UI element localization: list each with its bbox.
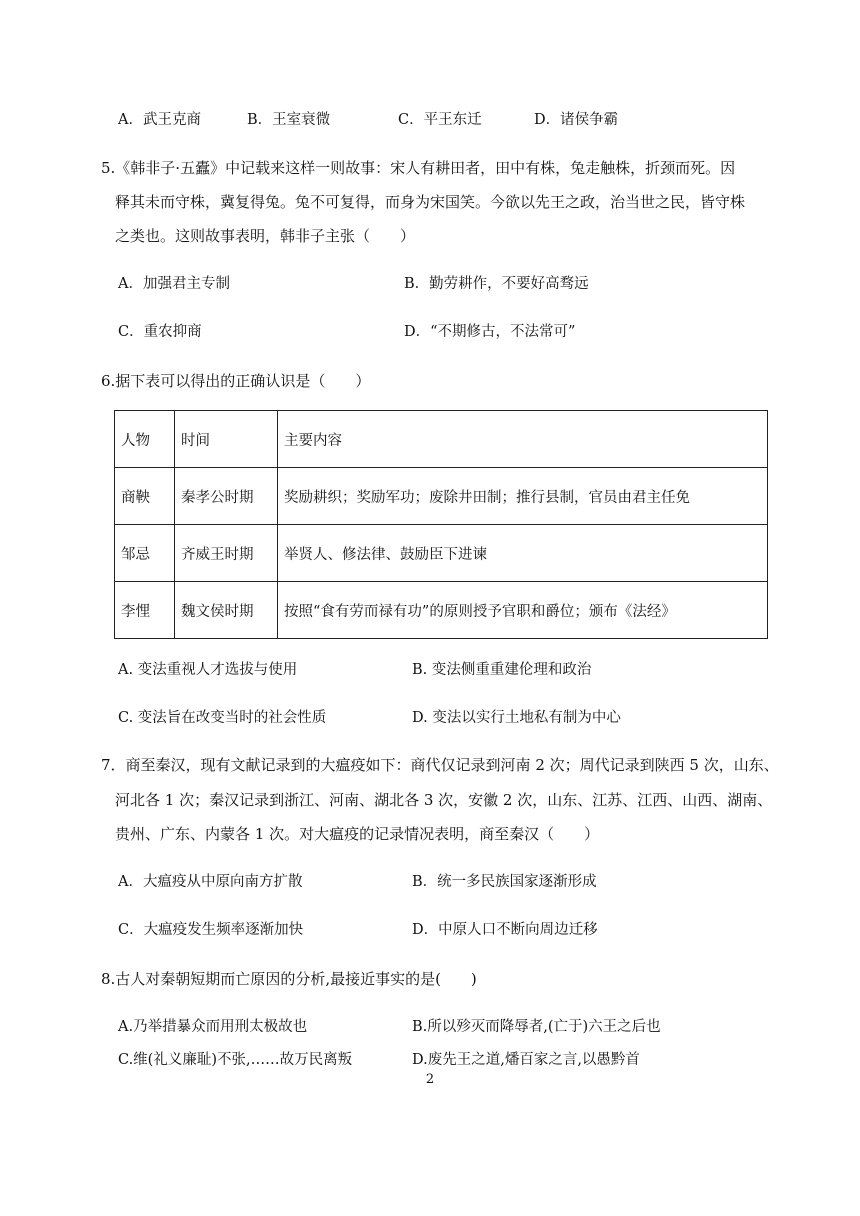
table-cell: 按照“食有劳而禄有功”的原则授予官职和爵位；颁布《法经》 bbox=[278, 582, 768, 639]
q8-stem: 8.古人对秦朝短期而亡原因的分析,最接近事实的是( ) bbox=[101, 970, 477, 988]
table-cell: 举贤人、修法律、鼓励臣下进谏 bbox=[278, 525, 768, 582]
q7-option-d[interactable]: D．中原人口不断向周边迁移 bbox=[412, 922, 598, 938]
q8-option-c[interactable]: C.维(礼义廉耻)不张,……故万民离叛 bbox=[118, 1052, 353, 1068]
q6-option-b[interactable]: B. 变法侧重重建伦理和政治 bbox=[412, 662, 592, 678]
q4-option-a[interactable]: A．武王克商 bbox=[118, 112, 201, 128]
table-header-cell: 人物 bbox=[115, 411, 175, 468]
q6-option-a[interactable]: A. 变法重视人才选拔与使用 bbox=[118, 662, 298, 678]
q8-option-a[interactable]: A.乃举措暴众而用刑太极故也 bbox=[118, 1019, 308, 1035]
q5-stem-line-1: 5.《韩非子·五蠹》中记载来这样一则故事：宋人有耕田者，田中有株，兔走触株，折颈而死。因 bbox=[101, 159, 736, 177]
q7-option-b[interactable]: B．统一多民族国家逐渐形成 bbox=[412, 874, 597, 890]
table-cell: 商鞅 bbox=[115, 468, 175, 525]
q6-option-c[interactable]: C. 变法旨在改变当时的社会性质 bbox=[118, 710, 327, 726]
q7-option-a[interactable]: A．大瘟疫从中原向南方扩散 bbox=[118, 874, 303, 890]
q8-option-b[interactable]: B.所以殄灭而降辱者,(亡于)六王之后也 bbox=[412, 1019, 661, 1035]
q7-stem-line-3: 贵州、广东、内蒙各 1 次。对大瘟疫的记录情况表明，商至秦汉（ ） bbox=[115, 825, 600, 843]
q7-stem-line-2: 河北各 1 次；秦汉记录到浙江、河南、湖北各 3 次，安徽 2 次，山东、江苏、江西、山西、湖南、 bbox=[115, 791, 773, 809]
table-row bbox=[115, 582, 768, 639]
q8-option-d[interactable]: D.废先王之道,燔百家之言,以愚黔首 bbox=[412, 1052, 640, 1068]
q7-option-c[interactable]: C．大瘟疫发生频率逐渐加快 bbox=[118, 922, 304, 938]
page-number: 2 bbox=[425, 1072, 435, 1087]
table-cell: 秦孝公时期 bbox=[175, 468, 278, 525]
table-cell: 齐威王时期 bbox=[175, 525, 278, 582]
table-cell: 李悝 bbox=[115, 582, 175, 639]
table-header-cell: 主要内容 bbox=[278, 411, 768, 468]
table-cell: 魏文侯时期 bbox=[175, 582, 278, 639]
q5-option-a[interactable]: A．加强君主专制 bbox=[118, 276, 230, 292]
q5-stem-line-3: 之类也。这则故事表明，韩非子主张（ ） bbox=[115, 227, 416, 245]
q5-stem-line-2: 释其未而守株，冀复得兔。兔不可复得，而身为宋国笑。今欲以先王之政，治当世之民，皆守株 bbox=[115, 193, 746, 211]
q6-option-d[interactable]: D. 变法以实行土地私有制为中心 bbox=[412, 710, 621, 726]
table-cell: 邹忌 bbox=[115, 525, 175, 582]
q5-option-c[interactable]: C．重农抑商 bbox=[118, 324, 202, 340]
table-cell: 奖励耕织；奖励军功；废除井田制；推行县制，官员由君主任免 bbox=[278, 468, 768, 525]
reform-table bbox=[114, 410, 768, 639]
q4-option-c[interactable]: C．平王东迁 bbox=[398, 112, 482, 128]
q5-option-b[interactable]: B．勤劳耕作，不要好高骛远 bbox=[404, 276, 589, 292]
q4-option-b[interactable]: B．王室衰微 bbox=[247, 112, 331, 128]
q5-option-d[interactable]: D．“不期修古，不法常可” bbox=[404, 324, 576, 340]
table-header-row bbox=[115, 411, 768, 468]
table-row bbox=[115, 525, 768, 582]
table-header-cell: 时间 bbox=[175, 411, 278, 468]
q6-stem: 6.据下表可以得出的正确认识是（ ） bbox=[101, 372, 371, 390]
table-row bbox=[115, 468, 768, 525]
q4-option-d[interactable]: D．诸侯争霸 bbox=[534, 112, 619, 128]
q7-stem-line-1: 7．商至秦汉，现有文献记录到的大瘟疫如下：商代仅记录到河南 2 次；周代记录到陕西 5 次，山东、 bbox=[101, 756, 779, 774]
